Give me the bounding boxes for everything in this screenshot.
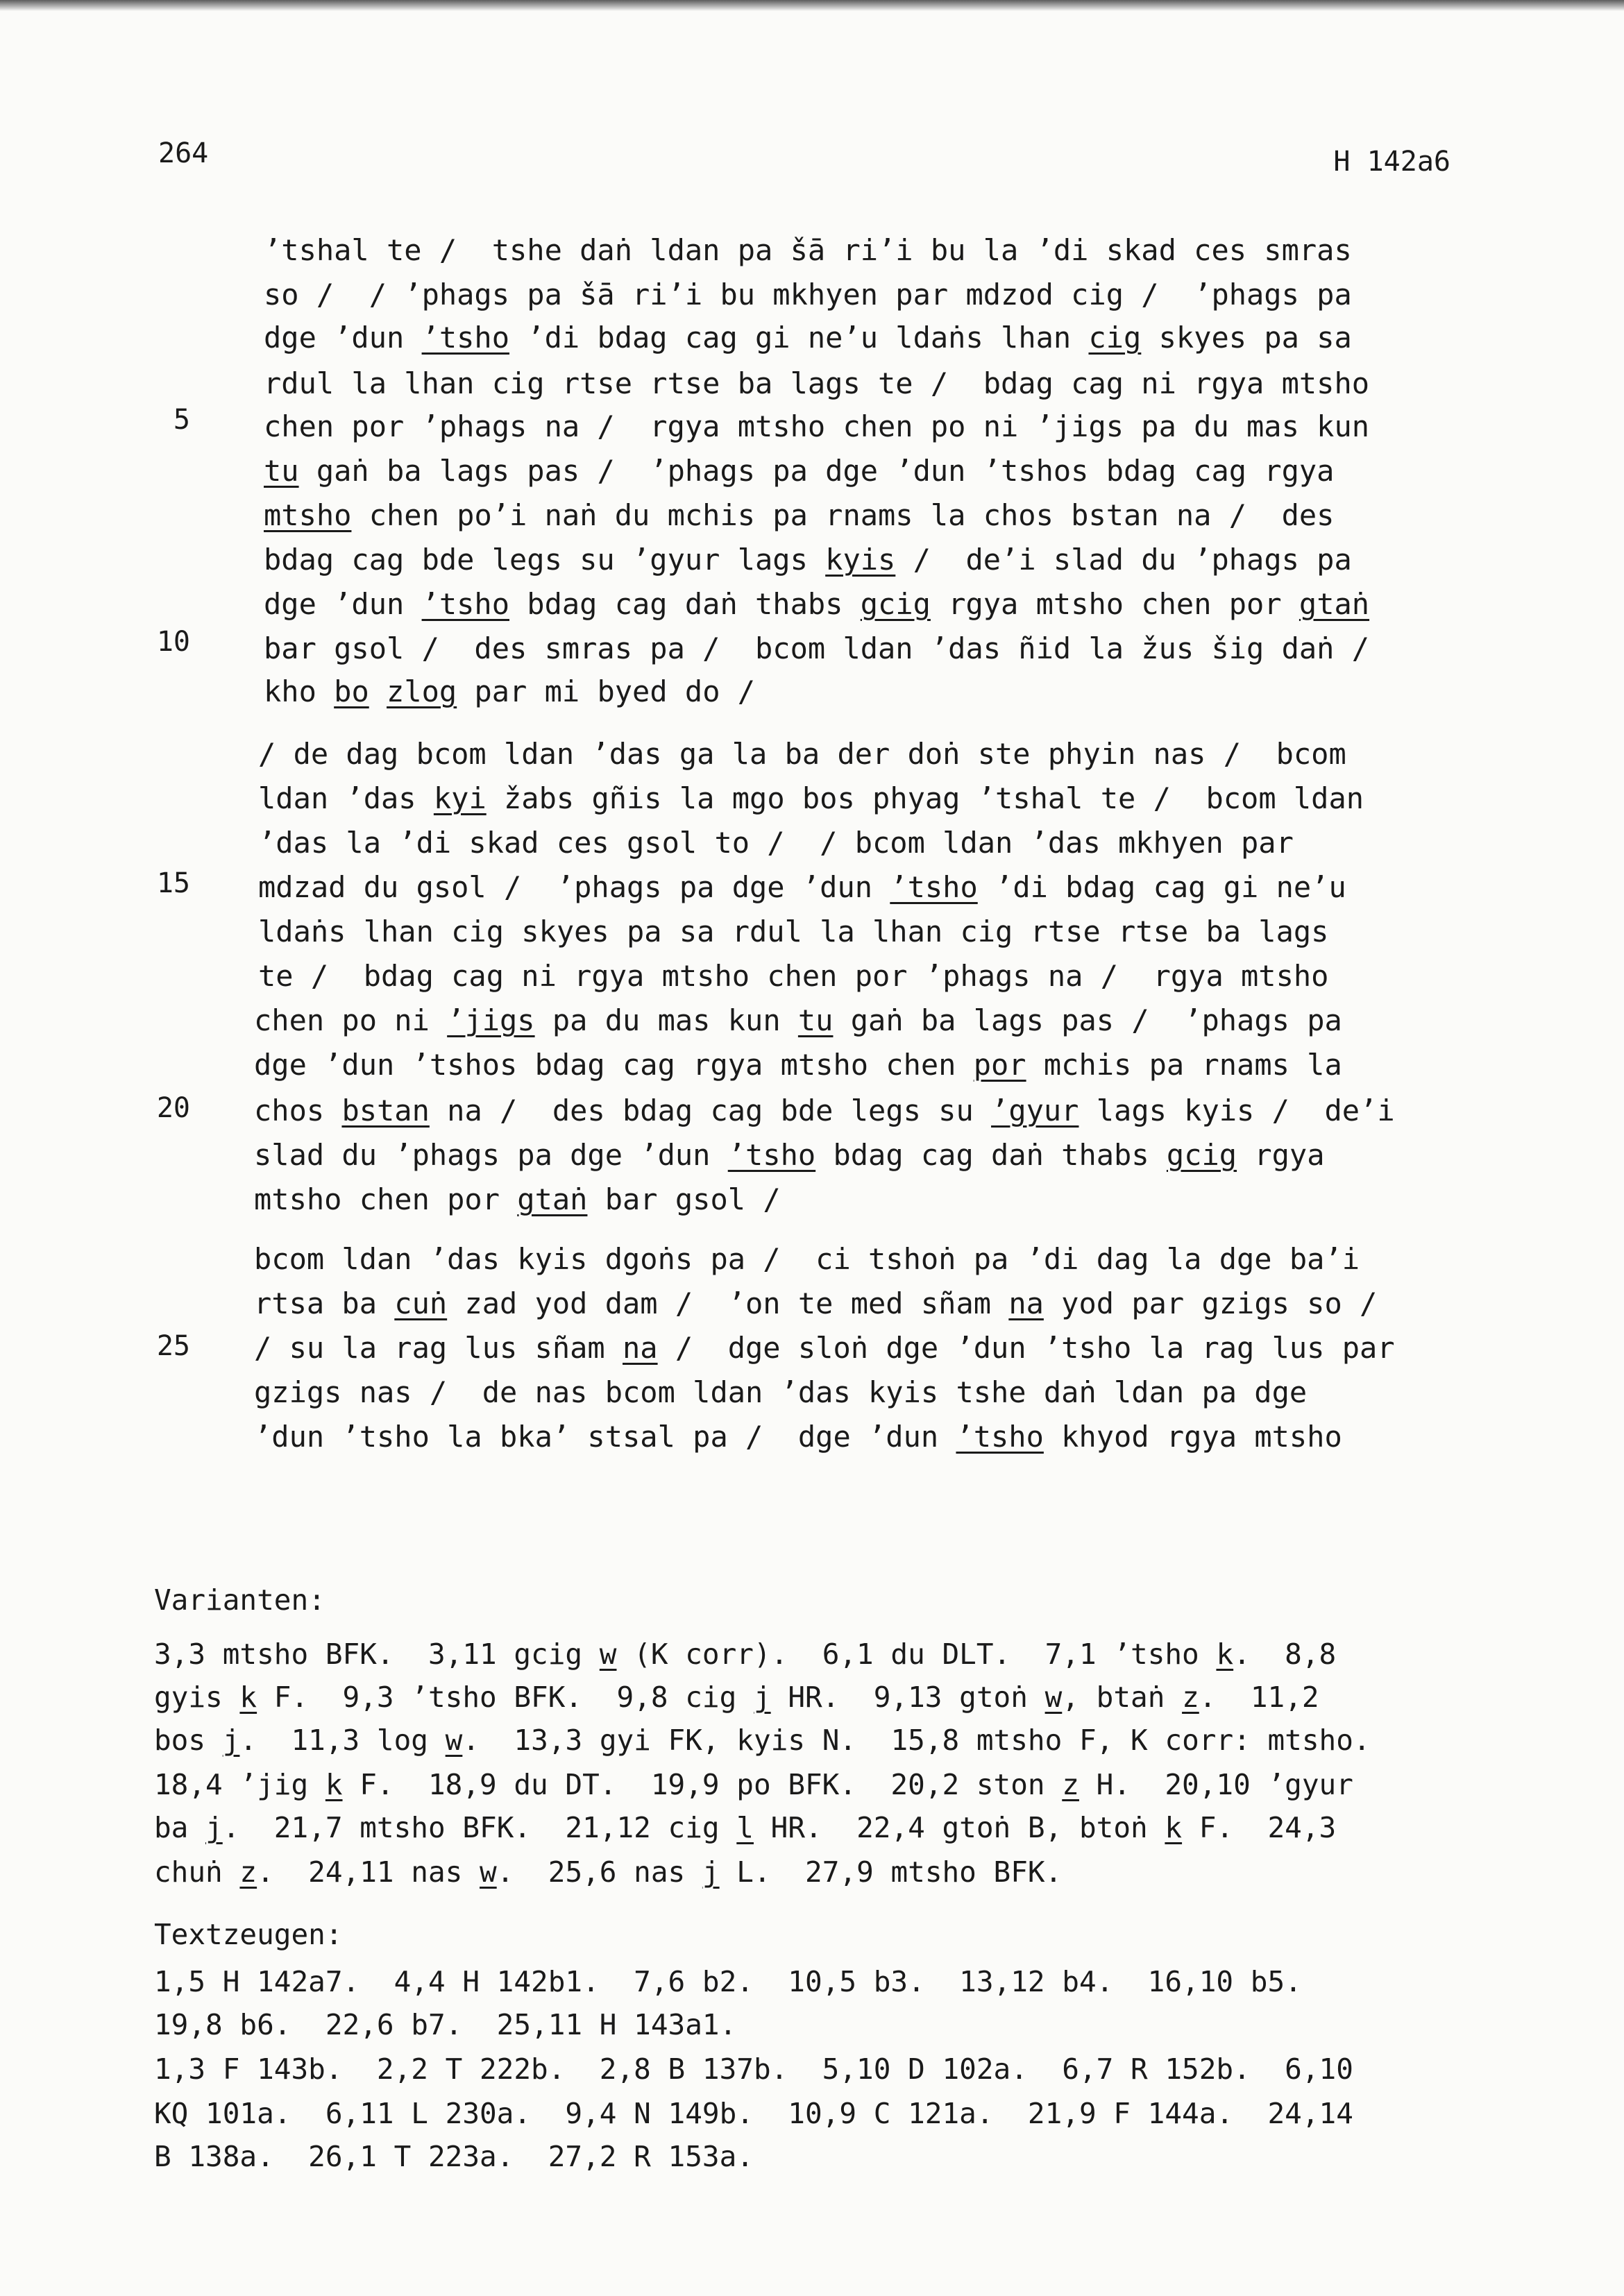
text-segment: gaṅ ba lags pas / ’phags pa dge ’dun ’tshos bdag cag rgya (298, 454, 1335, 488)
text-segment: HR. 9,13 gtoṅ (770, 1681, 1045, 1714)
page-reference: H 142a6 (1333, 146, 1450, 178)
text-segment: yod par gzigs so / (1043, 1286, 1378, 1320)
text-segment: mchis pa rnams la (1026, 1048, 1342, 1082)
underlined-word: j (753, 1681, 771, 1714)
text-segment: ’das la ’di skad ces gsol to / / bcom ldan ’das mkhyen par (258, 826, 1294, 860)
text-segment: lags kyis / de’i (1079, 1094, 1395, 1128)
text-segment: na / des bdag cag bde legs su (429, 1094, 992, 1128)
underlined-word: na (1008, 1286, 1044, 1320)
text-segment: . 11,3 log (239, 1724, 446, 1757)
text-line (254, 1375, 1308, 1409)
text-segment: ’tshal te / tshe daṅ ldan pa šā ri’i bu la ’di skad ces smras (264, 233, 1352, 267)
text-segment: dge ’dun ’tshos bdag cag rgya mtsho chen (254, 1048, 974, 1082)
text-line (264, 409, 1370, 443)
underlined-word: tu (797, 1003, 834, 1037)
underlined-word: w (1044, 1681, 1063, 1714)
witness-line (154, 2140, 754, 2173)
underlined-word: gtaṅ (517, 1182, 588, 1216)
text-segment: rgya mtsho chen por (930, 587, 1299, 621)
underlined-word: j (222, 1724, 240, 1757)
underlined-word: ’tsho (890, 870, 978, 904)
witness-line (154, 2008, 737, 2041)
text-segment: gaṅ ba lags pas / ’phags pa (833, 1003, 1342, 1037)
witness-line (154, 2097, 1353, 2130)
text-segment: H. 20,10 ’gyur (1079, 1768, 1353, 1801)
text-line (254, 1422, 1342, 1452)
text-segment: bdag cag bde legs su ’gyur lags (264, 543, 826, 577)
variant-line (154, 1855, 1063, 1889)
text-segment: te / bdag cag ni rgya mtsho chen por ’phags na / rgya mtsho (258, 959, 1329, 993)
text-segment: F. 24,3 (1182, 1811, 1337, 1844)
underlined-word: ’tsho (727, 1138, 816, 1172)
underlined-word: j (702, 1855, 720, 1889)
text-segment: mtsho chen por (254, 1182, 518, 1216)
text-segment: F. 9,3 ’tsho BFK. 9,8 cig (257, 1681, 754, 1714)
text-segment: bar gsol / (587, 1182, 781, 1216)
underlined-word: na (623, 1331, 658, 1365)
text-segment: L. 27,9 mtsho BFK. (719, 1855, 1063, 1889)
text-line (264, 366, 1370, 400)
underlined-word: bo (334, 674, 369, 708)
text-segment: pa du mas kun (534, 1003, 798, 1037)
varianten-heading: Varianten: (154, 1583, 325, 1617)
text-segment: . 25,6 nas (496, 1855, 702, 1889)
text-segment: ’di bdag cag gi ne’u (977, 870, 1346, 904)
text-line (264, 674, 756, 708)
line-number: 15 (156, 867, 190, 899)
text-segment: KQ 101a. 6,11 L 230a. 9,4 N 149b. 10,9 C 121a. 21,9 F 144a. 24,14 (154, 2097, 1353, 2130)
underlined-word: cuṅ (394, 1286, 448, 1320)
text-segment: rdul la lhan cig rtse rtse ba lags te / bdag cag ni rgya mtsho (264, 366, 1370, 400)
text-segment: bos (154, 1724, 223, 1757)
underlined-word: l (736, 1811, 754, 1844)
text-segment: slad du ’phags pa dge ’dun (254, 1138, 728, 1172)
underlined-word: gcig (1166, 1138, 1237, 1172)
underlined-word: cig (1088, 321, 1142, 355)
underlined-word: ’tsho (956, 1420, 1044, 1454)
text-segment: rtsa ba (254, 1286, 395, 1320)
text-segment: (K corr). 6,1 du DLT. 7,1 ’tsho (616, 1638, 1217, 1671)
text-segment: rgya (1237, 1138, 1325, 1172)
text-line (264, 454, 1335, 488)
text-segment: 1,5 H 142a7. 4,4 H 142b1. 7,6 b2. 10,5 b3. 13,12 b4. 16,10 b5. (154, 1965, 1302, 1998)
text-segment: 19,8 b6. 22,6 b7. 25,11 H 143a1. (154, 2008, 737, 2041)
underlined-word: mtsho (264, 498, 352, 532)
text-segment: so / / ’phags pa šā ri’i bu mkhyen par mdzod cig / ’phags pa (264, 278, 1352, 312)
witness-line (154, 2052, 1353, 2086)
text-line (258, 870, 1346, 904)
text-line (258, 915, 1329, 949)
line-number: 20 (156, 1092, 190, 1124)
underlined-word: w (599, 1638, 617, 1671)
witness-line (154, 1965, 1302, 1998)
text-segment: bdag cag daṅ thabs (509, 587, 861, 621)
text-line (264, 321, 1352, 355)
underlined-word: z (1182, 1681, 1199, 1714)
variant-line (154, 1726, 1371, 1755)
variant-line (154, 1640, 1336, 1669)
text-segment: HR. 22,4 gtoṅ B, btoṅ (753, 1811, 1165, 1844)
text-segment: mdzad du gsol / ’phags pa dge ’dun (258, 870, 890, 904)
line-number: 25 (156, 1330, 190, 1362)
text-line (254, 1331, 1395, 1365)
text-segment: , btaṅ (1062, 1681, 1183, 1714)
text-segment: B 138a. 26,1 T 223a. 27,2 R 153a. (154, 2140, 754, 2173)
text-line (258, 959, 1329, 993)
text-line (264, 498, 1335, 532)
text-line (264, 631, 1370, 665)
variant-line (154, 1683, 1319, 1712)
text-line (254, 1286, 1378, 1320)
text-segment: . 8,8 (1233, 1638, 1337, 1671)
text-segment: / su la rag lus sñam (254, 1331, 623, 1365)
text-line (254, 1003, 1342, 1037)
underlined-word: gtaṅ (1299, 587, 1370, 621)
text-segment: / dge sloṅ dge ’dun ’tsho la rag lus par (657, 1331, 1395, 1365)
text-line (264, 278, 1352, 312)
text-segment: chen por ’phags na / rgya mtsho chen po ni ’jigs pa du mas kun (264, 409, 1370, 443)
text-segment: . 11,2 (1199, 1681, 1319, 1714)
text-segment: / de’i slad du ’phags pa (895, 543, 1352, 577)
text-segment: ldaṅs lhan cig skyes pa sa rdul la lhan cig rtse rtse ba lags (258, 915, 1329, 949)
text-segment: . 24,11 nas (257, 1855, 480, 1889)
text-segment: chuṅ (154, 1855, 240, 1889)
underlined-word: zlog (387, 674, 457, 708)
line-number: 5 (173, 404, 190, 436)
text-segment: par mi byed do / (457, 674, 756, 708)
text-segment: . 13,3 gyi FK, kyis N. 15,8 mtsho F, K corr: mtsho. (462, 1724, 1371, 1757)
text-segment: chos (254, 1094, 342, 1128)
text-segment: chen po’i naṅ du mchis pa rnams la chos bstan na / des (351, 498, 1335, 532)
underlined-word: gcig (860, 587, 931, 621)
text-line (254, 1094, 1395, 1128)
scan-top-edge (0, 0, 1624, 11)
underlined-word: kyis (825, 543, 896, 577)
text-segment: bar gsol / des smras pa / bcom ldan ’das ñid la žus šig daṅ / (264, 631, 1370, 665)
text-line (254, 1242, 1360, 1276)
text-segment: ldan ’das (258, 781, 434, 815)
underlined-word: z (239, 1855, 257, 1889)
line-number: 10 (156, 626, 190, 658)
page-number: 264 (158, 137, 209, 169)
text-segment: chen po ni (254, 1003, 448, 1037)
underlined-word: ’gyur (991, 1094, 1079, 1128)
text-segment: dge ’dun (264, 321, 422, 355)
text-segment: ’dun ’tsho la bka’ stsal pa / dge ’dun (254, 1420, 956, 1454)
text-segment: khyod rgya mtsho (1043, 1420, 1342, 1454)
textzeugen-heading: Textzeugen: (154, 1918, 343, 1951)
underlined-word: k (239, 1681, 257, 1714)
text-line (258, 828, 1294, 858)
text-segment (369, 674, 387, 708)
underlined-word: j (205, 1811, 223, 1844)
text-line (254, 1048, 1342, 1082)
text-line (264, 587, 1370, 621)
underlined-word: k (1165, 1811, 1183, 1844)
text-segment: kho (264, 674, 335, 708)
text-segment: žabs gñis la mgo bos phyag ’tshal te / bcom ldan (486, 781, 1364, 815)
underlined-word: w (480, 1855, 497, 1889)
underlined-word: ’tsho (421, 587, 510, 621)
underlined-word: k (1216, 1638, 1234, 1671)
text-segment: 18,4 ’jig (154, 1768, 325, 1801)
text-segment: bdag cag daṅ thabs (815, 1138, 1167, 1172)
text-segment: gyis (154, 1681, 240, 1714)
text-segment: 1,3 F 143b. 2,2 T 222b. 2,8 B 137b. 5,10 D 102a. 6,7 R 152b. 6,10 (154, 2052, 1353, 2086)
text-line (264, 233, 1352, 267)
underlined-word: kyi (433, 781, 487, 815)
text-line (258, 781, 1364, 815)
text-segment: dge ’dun (264, 587, 422, 621)
text-segment: ’di bdag cag gi ne’u ldaṅs lhan (509, 321, 1089, 355)
text-segment: 3,3 mtsho BFK. 3,11 gcig (154, 1638, 600, 1671)
text-segment: zad yod dam / ’on te med sñam (447, 1286, 1009, 1320)
variant-line (154, 1768, 1353, 1801)
underlined-word: z (1062, 1768, 1079, 1801)
text-segment: ba (154, 1811, 206, 1844)
underlined-word: bstan (341, 1094, 430, 1128)
text-line (254, 1138, 1325, 1172)
underlined-word: w (445, 1724, 463, 1757)
underlined-word: k (325, 1768, 343, 1801)
text-line (258, 737, 1346, 771)
text-segment: bcom ldan ’das kyis dgoṅs pa / ci tshoṅ pa ’di dag la dge ba’i (254, 1242, 1360, 1276)
variant-line (154, 1811, 1337, 1844)
text-segment: skyes pa sa (1141, 321, 1352, 355)
text-segment: . 21,7 mtsho BFK. 21,12 cig (222, 1811, 737, 1844)
underlined-word: por (973, 1048, 1026, 1082)
text-segment: F. 18,9 du DT. 19,9 po BFK. 20,2 ston (342, 1768, 1063, 1801)
text-segment: gzigs nas / de nas bcom ldan ’das kyis tshe daṅ ldan pa dge (254, 1375, 1308, 1409)
underlined-word: ’jigs (447, 1003, 535, 1037)
underlined-word: tu (264, 454, 299, 488)
underlined-word: ’tsho (421, 321, 510, 355)
text-line (254, 1182, 781, 1216)
text-line (264, 545, 1352, 575)
text-segment: / de dag bcom ldan ’das ga la ba der doṅ ste phyin nas / bcom (258, 737, 1346, 771)
